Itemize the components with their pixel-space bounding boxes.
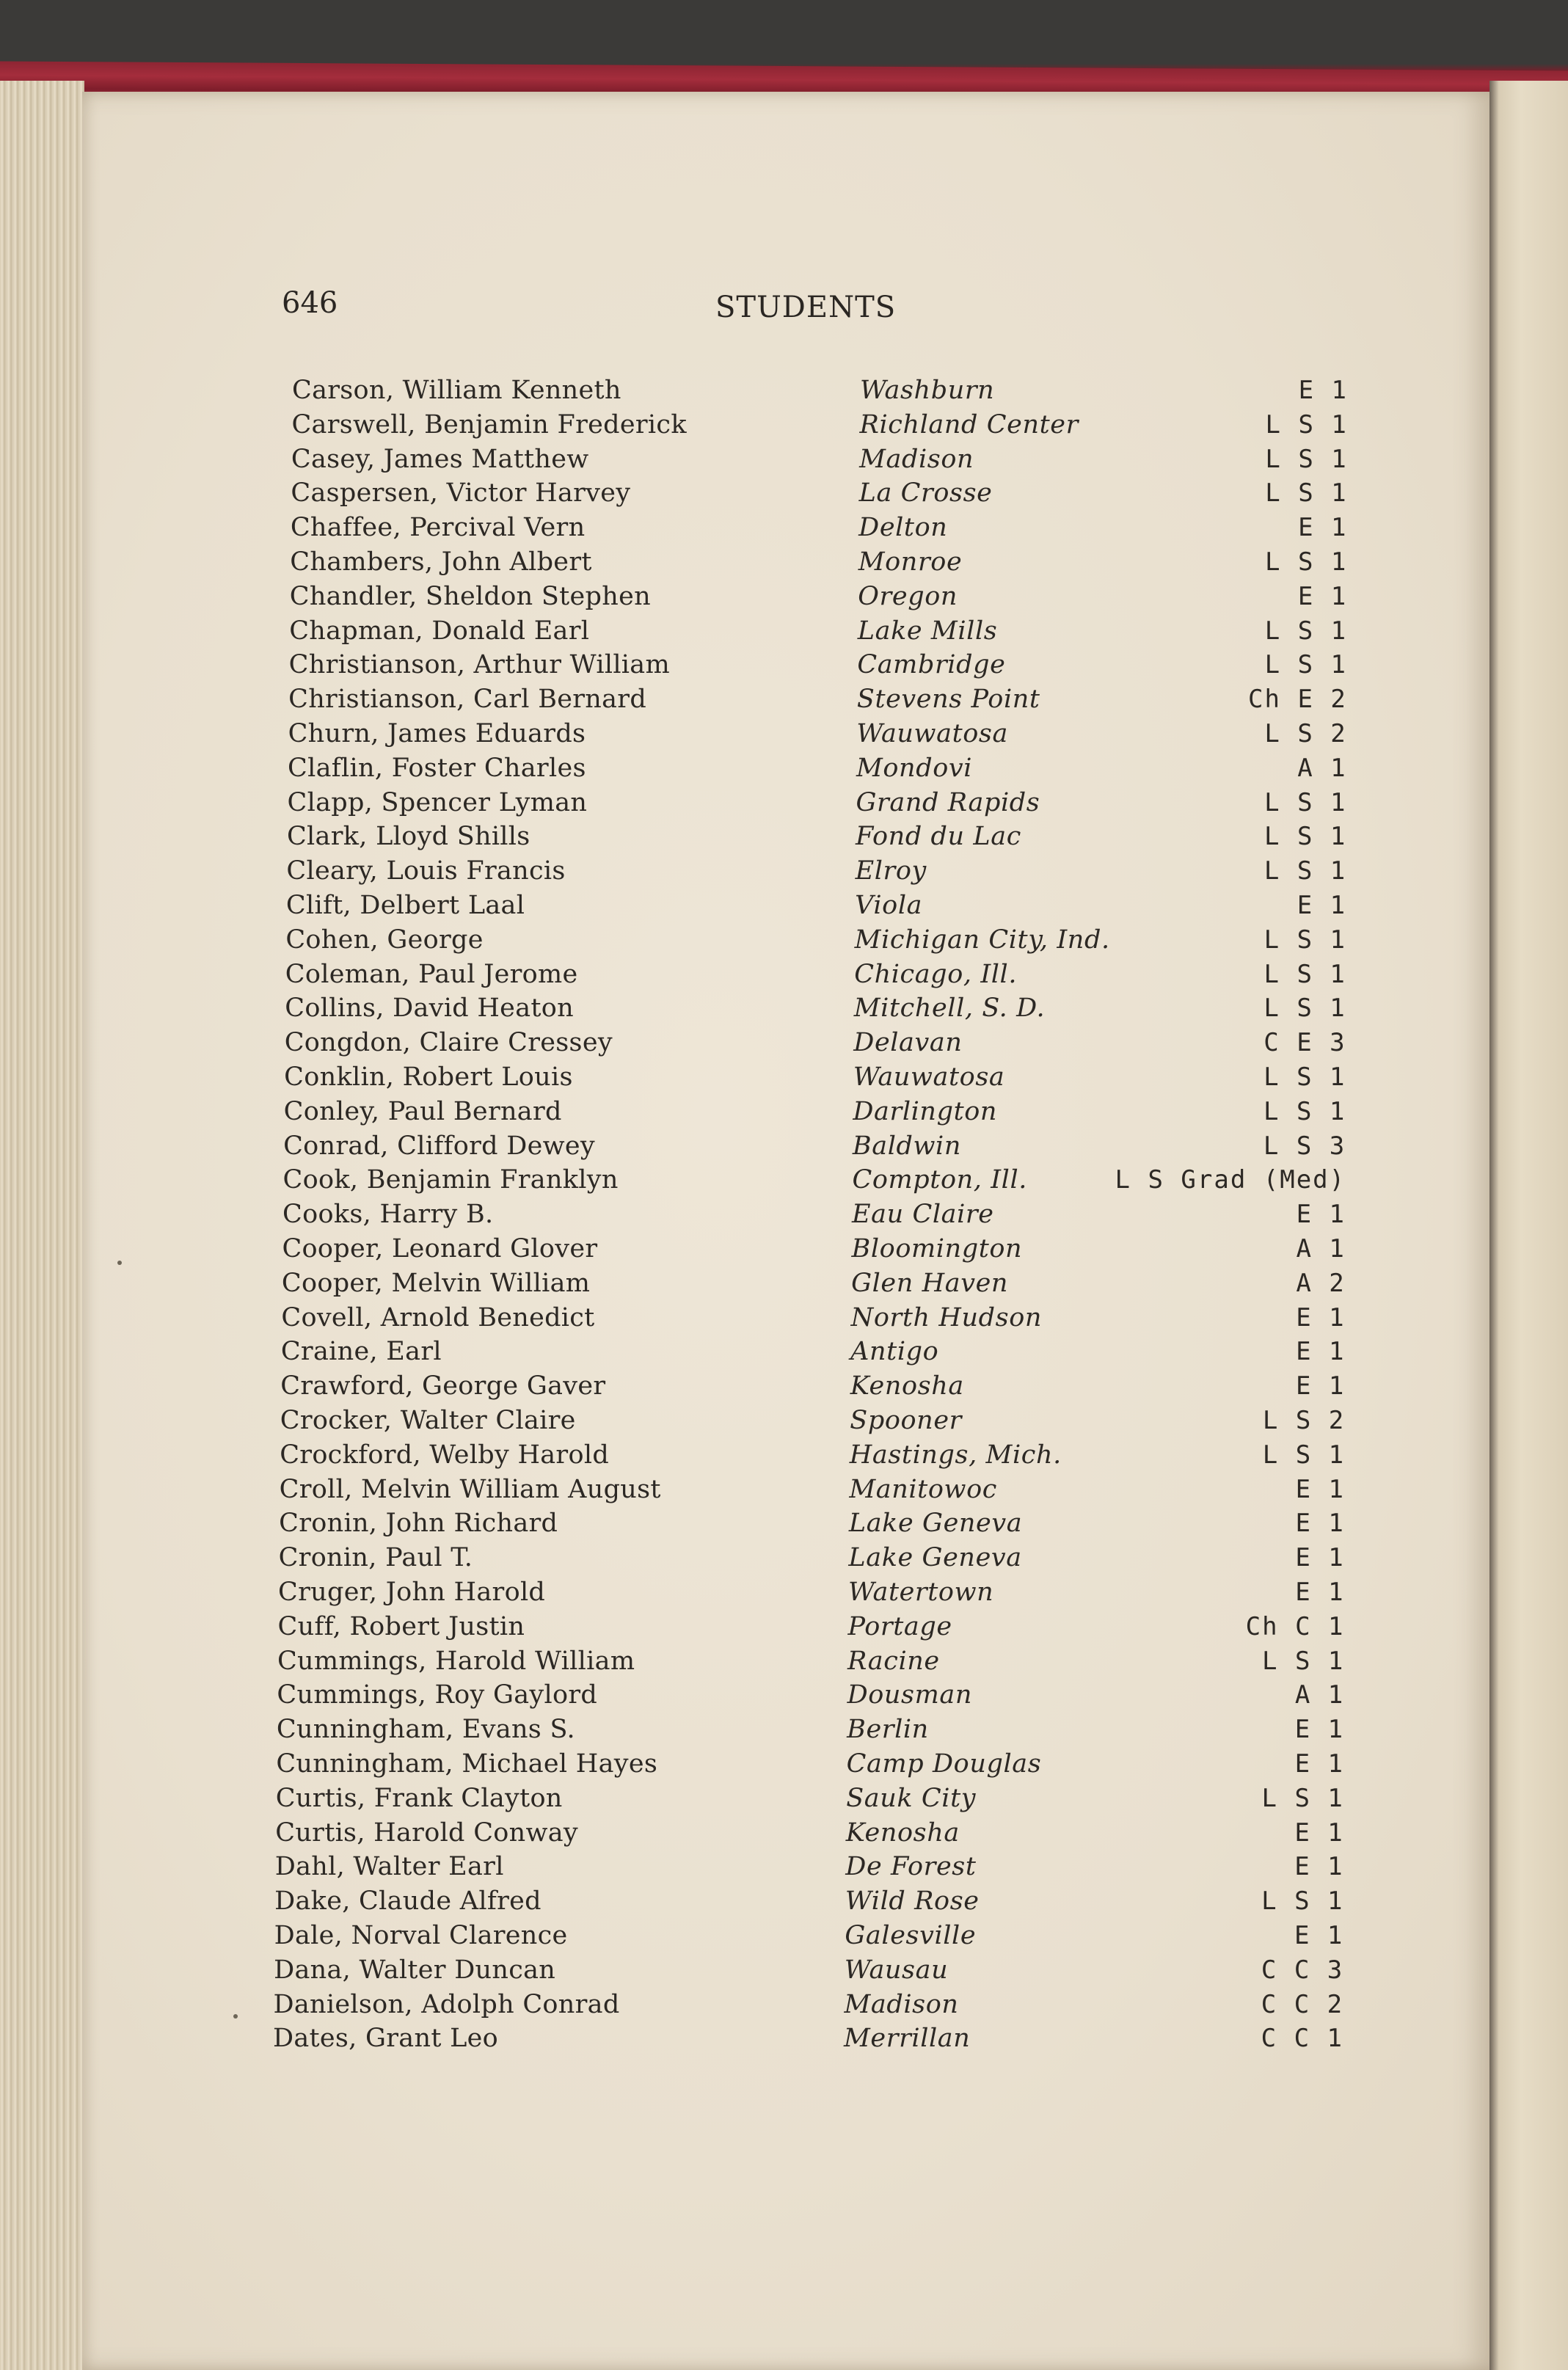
student-entry: [0, 1234, 1568, 1268]
student-entry: [0, 1062, 1568, 1096]
student-course-code: L S 1: [1263, 1062, 1346, 1092]
student-hometown: Glen Haven: [851, 1268, 1009, 1298]
student-entry: [0, 650, 1568, 684]
student-entry: [0, 547, 1568, 581]
student-hometown: Wauwatosa: [853, 1062, 1005, 1092]
student-entry: [0, 685, 1568, 718]
student-hometown: Manitowoc: [849, 1474, 997, 1504]
student-entry: [0, 822, 1568, 856]
student-hometown: Antigo: [850, 1337, 939, 1367]
student-name: Crocker, Walter Claire: [280, 1406, 576, 1435]
student-name: Crawford, George Gaver: [280, 1371, 606, 1401]
student-name: Cooks, Harry B.: [282, 1200, 494, 1230]
student-name: Conklin, Robert Louis: [284, 1062, 573, 1092]
student-hometown: Elroy: [855, 856, 927, 886]
student-name: Dates, Grant Leo: [273, 2024, 499, 2054]
student-name: Cooper, Leonard Glover: [282, 1234, 598, 1264]
student-entry: [0, 2024, 1568, 2057]
student-hometown: Berlin: [847, 1715, 929, 1745]
student-name: Coleman, Paul Jerome: [285, 959, 578, 989]
student-name: Cronin, Paul T.: [278, 1543, 473, 1573]
student-name: Chambers, John Albert: [290, 547, 592, 577]
student-entry: [0, 1440, 1568, 1474]
student-course-code: C C 2: [1261, 1989, 1344, 2019]
student-course-code: L S 1: [1262, 1440, 1346, 1470]
student-course-code: L S 3: [1263, 1131, 1346, 1161]
student-hometown: Madison: [844, 1989, 959, 2019]
student-entry: [0, 1852, 1568, 1886]
student-entry: [0, 1303, 1568, 1337]
student-course-code: L S 1: [1262, 1646, 1345, 1676]
student-entry: [0, 1337, 1568, 1371]
student-hometown: Madison: [859, 444, 974, 474]
student-entry: [0, 478, 1568, 512]
student-name: Christianson, Arthur William: [288, 650, 670, 680]
student-entry: [0, 1818, 1568, 1852]
student-name: Cummings, Roy Gaylord: [277, 1680, 598, 1710]
paper-speck: [233, 2014, 238, 2019]
student-course-code: E 1: [1296, 1200, 1346, 1230]
student-name: Conrad, Clifford Dewey: [283, 1131, 595, 1161]
student-entry: [0, 1200, 1568, 1233]
student-name: Congdon, Claire Cressey: [284, 1028, 613, 1058]
student-entry: [0, 1955, 1568, 1989]
student-course-code: E 1: [1294, 1921, 1344, 1950]
student-hometown: Wild Rose: [845, 1886, 980, 1917]
student-hometown: Galesville: [845, 1921, 977, 1950]
student-course-code: L S 1: [1264, 822, 1347, 852]
student-entry: [0, 1509, 1568, 1542]
student-name: Cook, Benjamin Franklyn: [282, 1165, 619, 1195]
student-course-code: E 1: [1296, 1337, 1346, 1367]
student-name: Cummings, Harold William: [277, 1646, 635, 1676]
student-entry: [0, 376, 1568, 409]
student-hometown: Watertown: [847, 1578, 994, 1607]
page-number: 646: [282, 286, 338, 320]
student-course-code: A 2: [1296, 1268, 1346, 1298]
student-entry: [0, 1097, 1568, 1131]
student-name: Cooper, Melvin William: [281, 1268, 591, 1298]
student-hometown: Fond du Lac: [856, 822, 1021, 852]
student-entry: [0, 1543, 1568, 1577]
student-hometown: Camp Douglas: [846, 1749, 1042, 1779]
student-entry: [0, 1647, 1568, 1680]
student-course-code: A 1: [1296, 1234, 1346, 1264]
student-course-code: E 1: [1296, 1302, 1346, 1332]
student-course-code: Ch E 2: [1248, 685, 1347, 715]
student-course-code: L S 1: [1261, 1886, 1344, 1917]
student-name: Churn, James Eduards: [288, 719, 586, 748]
student-hometown: Hastings, Mich.: [849, 1440, 1062, 1470]
student-hometown: Lake Mills: [857, 616, 998, 646]
student-course-code: E 1: [1294, 1852, 1344, 1882]
student-entry: [0, 856, 1568, 890]
student-hometown: Viola: [855, 891, 923, 920]
student-course-code: E 1: [1297, 581, 1348, 611]
student-hometown: Lake Geneva: [848, 1509, 1023, 1539]
student-name: Caspersen, Victor Harvey: [291, 478, 631, 508]
student-course-code: E 1: [1294, 1715, 1345, 1745]
student-name: Dale, Norval Clarence: [274, 1921, 568, 1950]
student-hometown: Washburn: [860, 376, 995, 405]
student-hometown: Wausau: [844, 1955, 949, 1985]
paper-speck: [117, 1261, 122, 1265]
student-name: Dahl, Walter Earl: [274, 1852, 504, 1882]
student-entry: [0, 925, 1568, 959]
student-hometown: Spooner: [850, 1406, 962, 1435]
student-course-code: E 1: [1295, 1543, 1345, 1573]
student-course-code: E 1: [1298, 376, 1348, 405]
student-course-code: L S 1: [1264, 787, 1347, 817]
student-hometown: Dousman: [847, 1680, 973, 1710]
student-entry: [0, 1886, 1568, 1920]
student-name: Cohen, George: [285, 925, 484, 955]
student-entry: [0, 1612, 1568, 1646]
student-entry: [0, 1680, 1568, 1714]
student-hometown: Baldwin: [852, 1131, 961, 1161]
student-entry: [0, 513, 1568, 547]
student-hometown: Delton: [858, 513, 948, 543]
student-hometown: North Hudson: [850, 1302, 1043, 1332]
student-hometown: Bloomington: [851, 1234, 1023, 1264]
student-course-code: L S Grad (Med): [1115, 1165, 1346, 1195]
student-hometown: Sauk City: [846, 1783, 977, 1813]
student-hometown: Wauwatosa: [856, 719, 1008, 748]
student-hometown: Lake Geneva: [848, 1543, 1022, 1573]
student-entry: [0, 719, 1568, 753]
student-entry: [0, 1406, 1568, 1440]
student-course-code: E 1: [1298, 513, 1348, 543]
student-hometown: Kenosha: [845, 1817, 960, 1848]
student-entry: [0, 1749, 1568, 1783]
student-name: Covell, Arnold Benedict: [281, 1302, 595, 1332]
student-course-code: L S 1: [1264, 616, 1348, 646]
student-entry: [0, 1269, 1568, 1302]
student-course-code: L S 1: [1263, 856, 1347, 886]
student-course-code: L S 2: [1264, 719, 1347, 748]
student-course-code: L S 1: [1263, 993, 1346, 1024]
student-course-code: E 1: [1295, 1371, 1346, 1401]
student-course-code: L S 1: [1265, 409, 1348, 440]
student-course-code: C E 3: [1263, 1028, 1346, 1058]
student-hometown: Mondovi: [856, 753, 973, 783]
student-hometown: Richland Center: [859, 409, 1079, 440]
student-name: Crockford, Welby Harold: [280, 1440, 610, 1470]
student-course-code: L S 2: [1262, 1406, 1346, 1435]
student-entry: [0, 1578, 1568, 1611]
student-name: Christianson, Carl Bernard: [288, 685, 647, 715]
student-entry: [0, 616, 1568, 650]
student-entry: [0, 1028, 1568, 1062]
student-name: Dake, Claude Alfred: [274, 1886, 541, 1917]
student-entry: [0, 1131, 1568, 1165]
student-hometown: Oregon: [858, 581, 958, 611]
student-entry: [0, 410, 1568, 444]
student-hometown: Delavan: [853, 1028, 963, 1058]
student-course-code: E 1: [1295, 1474, 1345, 1504]
student-entry: [0, 582, 1568, 616]
student-hometown: Portage: [847, 1611, 952, 1641]
student-name: Dana, Walter Duncan: [274, 1955, 556, 1985]
student-hometown: Darlington: [853, 1096, 998, 1126]
student-hometown: Merrillan: [844, 2024, 971, 2054]
student-name: Clapp, Spencer Lyman: [287, 787, 588, 817]
student-course-code: L S 1: [1263, 959, 1346, 989]
student-entry: [0, 1784, 1568, 1817]
student-entry: [0, 1165, 1568, 1199]
student-name: Chandler, Sheldon Stephen: [289, 581, 651, 611]
student-name: Craine, Earl: [280, 1337, 442, 1367]
student-hometown: Stevens Point: [856, 685, 1040, 715]
student-hometown: Kenosha: [850, 1371, 964, 1401]
student-entry: [0, 445, 1568, 478]
student-course-code: Ch C 1: [1245, 1611, 1345, 1641]
running-head: STUDENTS: [715, 291, 897, 324]
student-course-code: L S 1: [1263, 1096, 1346, 1126]
student-entry: [0, 754, 1568, 787]
student-hometown: Compton, Ill.: [852, 1165, 1027, 1195]
student-name: Cunningham, Evans S.: [276, 1715, 575, 1745]
student-entry: [0, 993, 1568, 1027]
student-name: Carson, William Kenneth: [292, 376, 621, 405]
student-hometown: La Crosse: [858, 478, 993, 508]
student-name: Cleary, Louis Francis: [286, 856, 566, 886]
student-name: Conley, Paul Bernard: [283, 1096, 562, 1126]
student-name: Claflin, Foster Charles: [288, 753, 586, 783]
student-name: Croll, Melvin William August: [279, 1474, 661, 1504]
student-course-code: L S 1: [1263, 925, 1346, 955]
student-name: Clift, Delbert Laal: [285, 891, 525, 920]
student-course-code: A 1: [1294, 1680, 1345, 1710]
student-course-code: E 1: [1297, 891, 1347, 920]
student-hometown: Cambridge: [857, 650, 1006, 680]
student-course-code: L S 1: [1261, 1783, 1344, 1813]
student-name: Cunningham, Michael Hayes: [276, 1749, 658, 1779]
student-hometown: Mitchell, S. D.: [853, 993, 1046, 1024]
student-name: Danielson, Adolph Conrad: [273, 1989, 620, 2019]
student-entry: [0, 1475, 1568, 1509]
student-entry: [0, 1371, 1568, 1405]
student-name: Collins, David Heaton: [285, 993, 574, 1024]
student-entry: [0, 1921, 1568, 1955]
student-course-code: C C 3: [1261, 1955, 1344, 1985]
student-name: Cruger, John Harold: [278, 1578, 546, 1607]
student-course-code: E 1: [1294, 1817, 1344, 1848]
student-name: Carswell, Benjamin Frederick: [291, 409, 687, 440]
student-hometown: Michigan City, Ind.: [854, 925, 1110, 955]
student-course-code: C C 1: [1261, 2024, 1343, 2054]
student-entry: [0, 788, 1568, 822]
student-entry: [0, 960, 1568, 993]
student-name: Chaffee, Percival Vern: [290, 513, 586, 543]
student-hometown: Grand Rapids: [856, 787, 1040, 817]
student-hometown: Chicago, Ill.: [854, 959, 1018, 989]
student-name: Curtis, Harold Conway: [275, 1817, 578, 1848]
student-name: Clark, Lloyd Shills: [286, 822, 530, 852]
student-hometown: Eau Claire: [852, 1200, 994, 1230]
student-hometown: De Forest: [845, 1852, 977, 1882]
student-course-code: E 1: [1294, 1749, 1344, 1779]
student-course-code: L S 1: [1264, 650, 1347, 680]
student-course-code: L S 1: [1265, 444, 1348, 474]
student-course-code: A 1: [1297, 753, 1347, 783]
student-course-code: E 1: [1295, 1578, 1345, 1607]
student-hometown: Racine: [847, 1646, 940, 1676]
student-entry: [0, 891, 1568, 925]
student-name: Cronin, John Richard: [279, 1509, 558, 1539]
student-name: Casey, James Matthew: [291, 444, 589, 474]
student-course-code: L S 1: [1265, 547, 1348, 577]
student-course-code: E 1: [1295, 1509, 1345, 1539]
student-entry: [0, 1715, 1568, 1749]
student-name: Cuff, Robert Justin: [277, 1611, 525, 1641]
student-name: Chapman, Donald Earl: [289, 616, 590, 646]
student-hometown: Monroe: [858, 547, 963, 577]
student-name: Curtis, Frank Clayton: [275, 1783, 563, 1813]
student-course-code: L S 1: [1265, 478, 1348, 508]
